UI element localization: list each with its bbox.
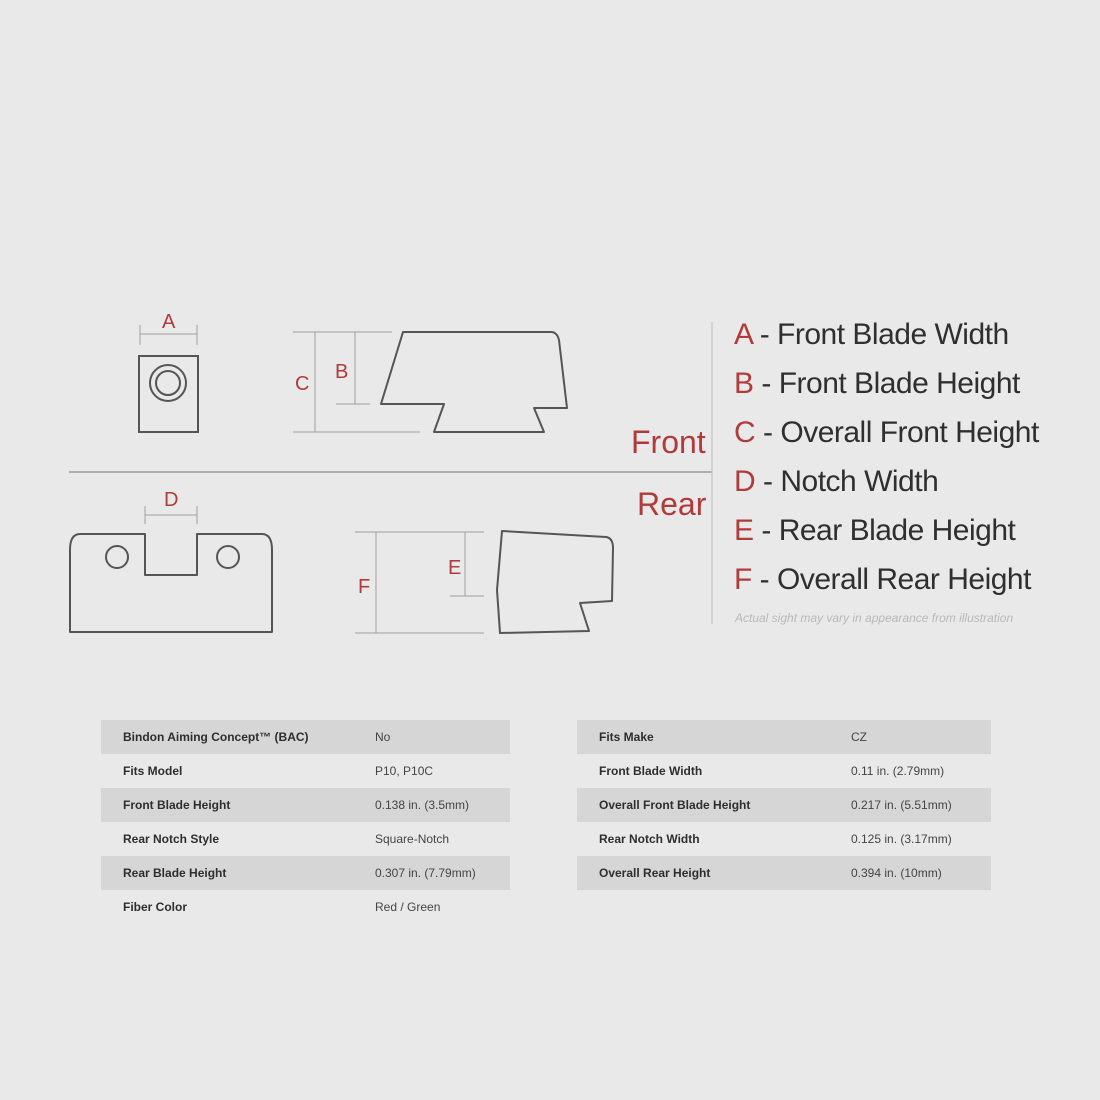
legend-separator: - — [761, 367, 771, 400]
spec-value: 0.217 in. (5.51mm) — [851, 798, 952, 812]
legend-separator: - — [759, 318, 770, 351]
legend-label: Overall Rear Height — [777, 563, 1031, 596]
legend-item-e — [734, 510, 1094, 559]
legend-separator: - — [759, 563, 770, 596]
spec-row — [101, 856, 510, 890]
spec-key: Front Blade Width — [599, 764, 703, 778]
spec-value: Square-Notch — [375, 832, 450, 846]
legend-letter: D — [734, 465, 756, 498]
legend-letter: C — [734, 416, 756, 449]
dimension-f-label: F — [358, 576, 371, 598]
legend-letter: E — [734, 514, 754, 547]
spec-value: 0.125 in. (3.17mm) — [851, 832, 952, 846]
spec-row — [577, 754, 991, 788]
legend-label: Front Blade Width — [777, 318, 1009, 351]
legend-separator: - — [763, 465, 773, 498]
spec-value: P10, P10C — [375, 764, 434, 778]
rear-sight-side-view — [355, 531, 613, 633]
spec-key: Rear Notch Style — [123, 832, 220, 846]
front-sight-end-view — [139, 325, 198, 432]
spec-key: Overall Rear Height — [599, 866, 711, 880]
dimension-legend — [734, 314, 1094, 608]
spec-row — [577, 822, 991, 856]
legend-item-b — [734, 363, 1094, 412]
spec-key: Overall Front Blade Height — [599, 798, 751, 812]
dimension-b-label: B — [335, 361, 349, 383]
dimension-c-label: C — [295, 373, 310, 395]
spec-row — [101, 890, 510, 924]
spec-key: Fits Model — [123, 764, 183, 778]
spec-key: Rear Notch Width — [599, 832, 700, 846]
spec-key: Front Blade Height — [123, 798, 231, 812]
spec-key: Rear Blade Height — [123, 866, 227, 880]
legend-item-d — [734, 461, 1094, 510]
legend-letter: F — [734, 563, 752, 596]
legend-label: Front Blade Height — [778, 367, 1020, 400]
legend-item-a — [734, 314, 1094, 363]
spec-value: Red / Green — [375, 900, 441, 914]
dimension-d-label: D — [164, 489, 179, 511]
spec-row — [101, 720, 510, 754]
legend-letter: B — [734, 367, 754, 400]
spec-table-left — [101, 720, 510, 924]
spec-key: Fiber Color — [123, 900, 188, 914]
legend-item-c — [734, 412, 1094, 461]
spec-value: 0.307 in. (7.79mm) — [375, 866, 476, 880]
legend-separator: - — [763, 416, 773, 449]
spec-key: Bindon Aiming Concept™ (BAC) — [123, 730, 309, 744]
legend-letter: A — [734, 318, 752, 351]
spec-row — [577, 788, 991, 822]
legend-separator: - — [761, 514, 771, 547]
dimension-a-label: A — [162, 311, 176, 333]
spec-row — [101, 754, 510, 788]
spec-key: Fits Make — [599, 730, 654, 744]
spec-table-right — [577, 720, 991, 890]
spec-value: 0.138 in. (3.5mm) — [375, 798, 470, 812]
front-section-label: Front — [631, 424, 706, 460]
rear-section-label: Rear — [637, 486, 707, 522]
spec-value: No — [375, 730, 391, 744]
rear-sight-end-view — [70, 506, 272, 632]
spec-row — [101, 822, 510, 856]
illustration-disclaimer: Actual sight may vary in appearance from illustration — [735, 611, 1014, 625]
spec-row — [101, 788, 510, 822]
spec-value: 0.394 in. (10mm) — [851, 866, 942, 880]
legend-label: Overall Front Height — [780, 416, 1039, 449]
legend-label: Notch Width — [780, 465, 939, 498]
spec-row — [577, 720, 991, 754]
legend-label: Rear Blade Height — [778, 514, 1016, 547]
dimension-e-label: E — [448, 557, 462, 579]
spec-value: CZ — [851, 730, 867, 744]
spec-value: 0.11 in. (2.79mm) — [851, 764, 945, 778]
spec-row — [577, 856, 991, 890]
legend-item-f — [734, 559, 1094, 608]
